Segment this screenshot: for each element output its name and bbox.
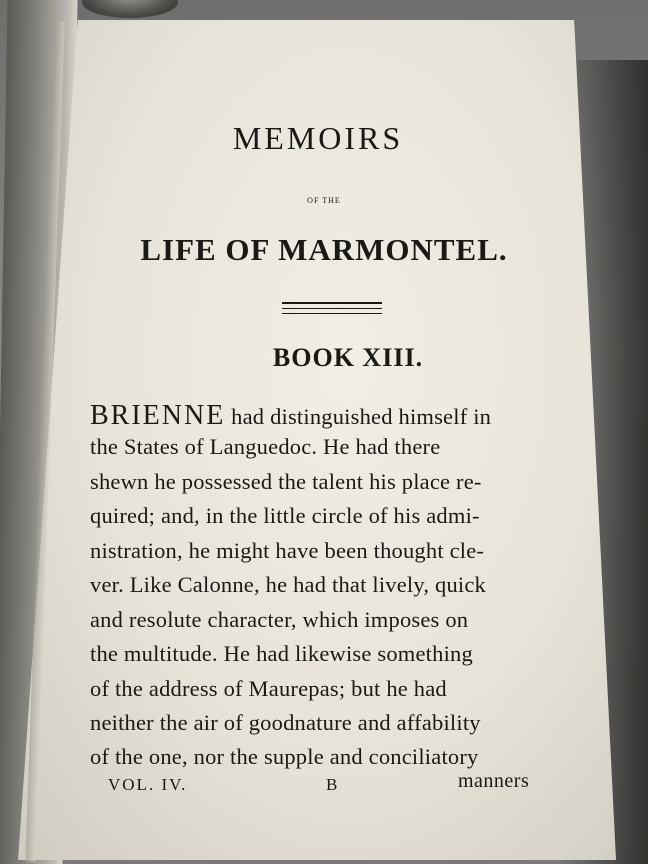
text-line: the multitude. He had likewise something — [90, 641, 473, 666]
title-memoirs: MEMOIRS — [232, 120, 404, 156]
section-heading: BOOK XIII. — [272, 343, 424, 372]
text-line: ver. Like Calonne, he had that lively, quick — [90, 572, 486, 597]
text-line: neither the air of goodnature and affability — [90, 710, 481, 735]
text-line — [90, 400, 545, 432]
text-line: nistration, he might have been thought cle- — [90, 538, 485, 563]
text-line: of the address of Maurepas; but he had — [90, 676, 447, 701]
footer-volume: VOL. IV. — [108, 775, 188, 794]
text-line: of the one, nor the supple and conciliatory — [90, 744, 479, 769]
title-rule — [282, 308, 382, 309]
title-rule — [282, 313, 382, 314]
title-connector: OF THE — [307, 196, 341, 205]
title-life-of-marmontel: LIFE OF MARMONTEL. — [140, 232, 508, 267]
footer-signature: B — [326, 775, 340, 794]
text-line-content: had distinguished himself in — [225, 404, 492, 429]
text-line: and resolute character, which imposes on — [90, 607, 469, 632]
text-line: shewn he possessed the talent his place re- — [90, 469, 482, 494]
text-line: quired; and, in the little circle of his admi- — [90, 503, 480, 528]
footer-catchword: manners — [458, 770, 530, 792]
title-rule — [282, 302, 382, 304]
text-line: the States of Languedoc. He had there — [90, 434, 441, 459]
opening-word: BRIENNE — [90, 400, 226, 431]
